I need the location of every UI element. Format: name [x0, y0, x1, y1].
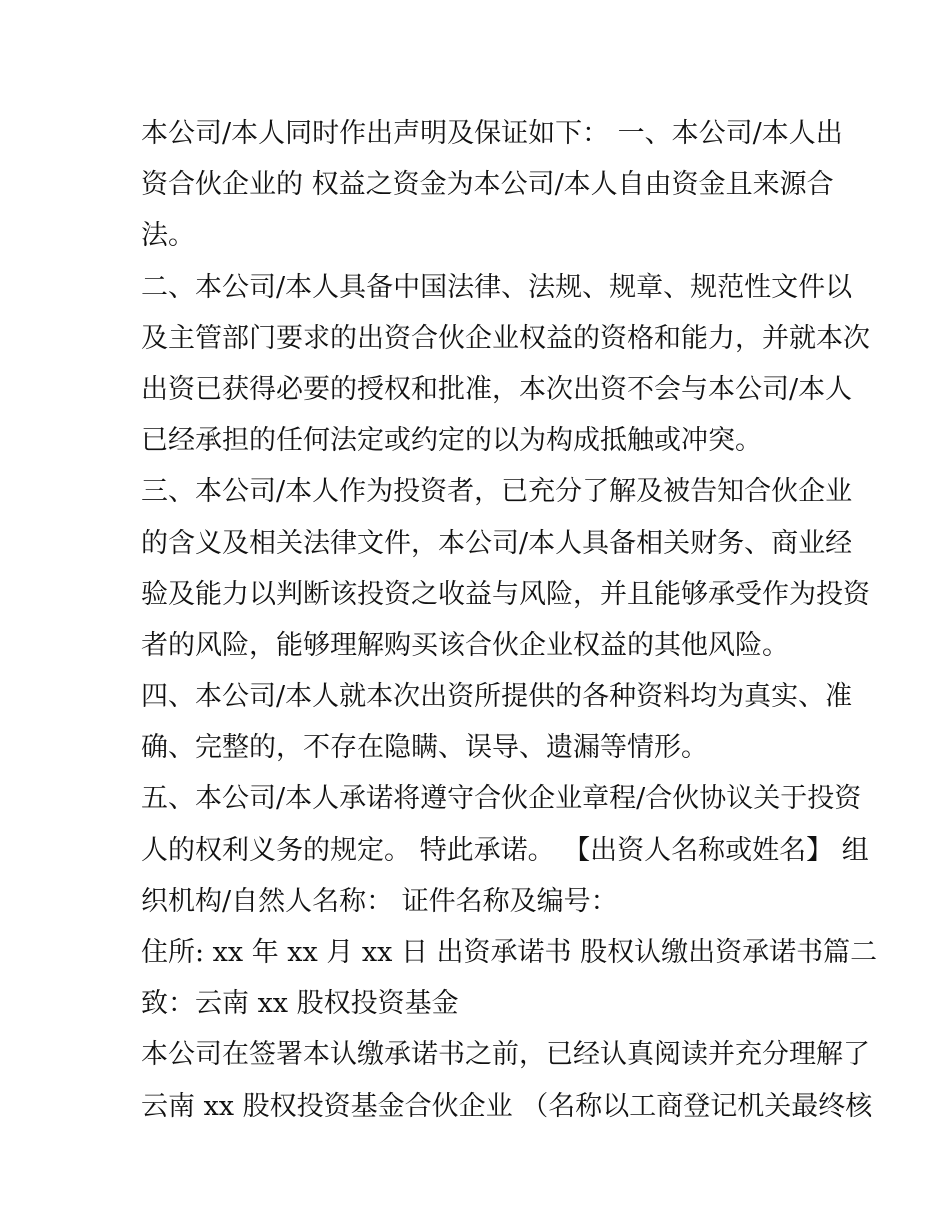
text-line: 云南 xx 股权投资基金合伙企业 （名称以工商登记机关最终核	[141, 1090, 873, 1122]
text-line: 四、本公司/本人就本次出资所提供的各种资料均为真实、准	[141, 681, 853, 713]
document-body	[141, 108, 878, 1132]
text-line: 者的风险，能够理解购买该合伙企业权益的其他风险。	[141, 629, 789, 661]
text-line: 资合伙企业的 权益之资金为本公司/本人自由资金且来源合	[141, 169, 834, 201]
text-line: 三、本公司/本人作为投资者，已充分了解及被告知合伙企业	[141, 476, 853, 508]
text-line: 人的权利义务的规定。 特此承诺。 【出资人名称或姓名】 组	[141, 834, 869, 866]
text-line: 已经承担的任何法定或约定的以为构成抵触或冲突。	[141, 425, 762, 457]
text-line: 确、完整的，不存在隐瞒、误导、遗漏等情形。	[141, 732, 708, 764]
text-line: 的含义及相关法律文件，本公司/本人具备相关财务、商业经	[141, 527, 853, 559]
text-line: 二、本公司/本人具备中国法律、法规、规章、规范性文件以	[141, 271, 853, 303]
text-line: 本公司在签署本认缴承诺书之前，已经认真阅读并充分理解了	[141, 1039, 870, 1071]
text-line: 致：云南 xx 股权投资基金	[141, 988, 459, 1020]
text-line: 法。	[141, 220, 195, 252]
text-line: 五、本公司/本人承诺将遵守合伙企业章程/合伙协议关于投资	[141, 783, 862, 815]
text-line: 及主管部门要求的出资合伙企业权益的资格和能力，并就本次	[141, 322, 870, 354]
text-line: 住所: xx 年 xx 月 xx 日 出资承诺书 股权认缴出资承诺书篇二	[141, 937, 878, 968]
text-line: 织机构/自然人名称： 证件名称及编号：	[141, 885, 618, 917]
text-line: 验及能力以判断该投资之收益与风险，并且能够承受作为投资	[141, 578, 870, 610]
text-line: 出资已获得必要的授权和批准，本次出资不会与本公司/本人	[141, 373, 853, 405]
text-line: 本公司/本人同时作出声明及保证如下： 一、本公司/本人出	[141, 118, 843, 149]
